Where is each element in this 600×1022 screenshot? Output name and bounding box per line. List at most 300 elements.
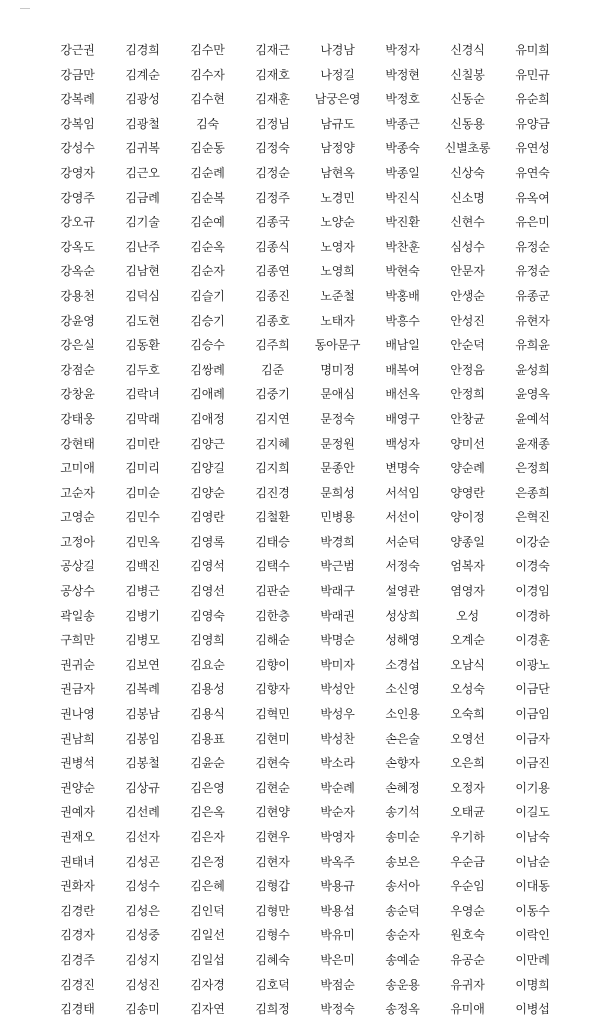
name-cell: 이길도 bbox=[515, 805, 550, 820]
name-cell: 유공순 bbox=[450, 952, 485, 967]
name-cell: 김봉임 bbox=[125, 731, 160, 746]
name-cell: 박용규 bbox=[320, 879, 355, 894]
name-cell: 노경민 bbox=[320, 190, 355, 205]
name-cell: 유민규 bbox=[515, 67, 550, 82]
name-cell: 나경남 bbox=[320, 43, 355, 57]
name-cell: 김은옥 bbox=[190, 805, 225, 820]
name-cell: 이금자 bbox=[515, 731, 550, 746]
name-cell: 윤재종 bbox=[515, 436, 550, 451]
name-cell: 이기용 bbox=[515, 780, 550, 795]
name-cell: 김막래 bbox=[125, 411, 160, 426]
name-cell: 윤예석 bbox=[515, 411, 550, 426]
name-cell: 김용식 bbox=[190, 707, 225, 722]
name-cell: 유종군 bbox=[515, 288, 550, 303]
name-cell: 김선자 bbox=[125, 830, 160, 844]
name-cell: 김은정 bbox=[190, 854, 225, 869]
name-cell: 고순자 bbox=[60, 485, 95, 500]
name-cell: 강오규 bbox=[60, 215, 95, 230]
name-cell: 이락인 bbox=[515, 928, 550, 943]
name-cell: 고영순 bbox=[60, 510, 95, 525]
name-cell: 박홍배 bbox=[385, 288, 420, 303]
name-cell: 오은희 bbox=[450, 756, 485, 771]
name-cell: 김영석 bbox=[190, 559, 225, 574]
name-cell: 김선례 bbox=[125, 805, 160, 820]
name-cell: 김귀복 bbox=[125, 141, 160, 156]
name-cell: 유연숙 bbox=[515, 165, 550, 180]
name-cell: 김은자 bbox=[190, 830, 225, 844]
name-cell: 김종식 bbox=[255, 239, 290, 254]
name-cell: 김영숙 bbox=[190, 608, 225, 623]
name-cell: 김종진 bbox=[255, 288, 290, 303]
name-cell: 권예자 bbox=[60, 805, 95, 820]
name-cell: 김미순 bbox=[125, 485, 160, 500]
name-cell: 이남순 bbox=[515, 854, 550, 869]
name-cell: 김정숙 bbox=[255, 141, 290, 156]
name-cell: 김현우 bbox=[255, 830, 290, 844]
corner-mark bbox=[20, 8, 30, 9]
name-cell: 은정희 bbox=[515, 461, 550, 476]
name-cell: 김형만 bbox=[255, 903, 290, 918]
name-cell: 권양순 bbox=[60, 780, 95, 795]
name-cell: 오정자 bbox=[450, 780, 485, 795]
name-cell: 문종안 bbox=[320, 461, 355, 476]
name-cell: 문정숙 bbox=[320, 411, 355, 426]
name-cell: 김락녀 bbox=[125, 387, 160, 402]
name-cell: 김숙 bbox=[196, 116, 219, 131]
name-cell: 엄복자 bbox=[450, 559, 485, 574]
name-cell: 유순희 bbox=[515, 92, 550, 107]
name-cell: 김영희 bbox=[190, 633, 225, 648]
name-cell: 박성찬 bbox=[320, 731, 355, 746]
name-cell: 김현숙 bbox=[255, 756, 290, 771]
name-cell: 오숙희 bbox=[450, 707, 485, 722]
name-cell: 김봉철 bbox=[125, 756, 160, 771]
name-cell: 김순자 bbox=[190, 264, 225, 279]
name-cell: 손향자 bbox=[385, 756, 420, 771]
name-cell: 김애례 bbox=[190, 387, 225, 402]
name-cell: 권나영 bbox=[60, 707, 95, 722]
name-cell: 김요순 bbox=[190, 657, 225, 672]
name-cell: 김은혜 bbox=[190, 879, 225, 894]
name-cell: 오태균 bbox=[450, 805, 485, 820]
name-cell: 김재근 bbox=[255, 43, 290, 57]
name-cell: 이금진 bbox=[515, 756, 550, 771]
name-cell: 김일선 bbox=[190, 928, 225, 943]
name-cell: 유귀자 bbox=[450, 977, 485, 992]
name-cell: 김향자 bbox=[255, 682, 290, 697]
name-cell: 박순례 bbox=[320, 780, 355, 795]
name-cell: 박종일 bbox=[385, 165, 420, 180]
name-cell: 김형수 bbox=[255, 928, 290, 943]
name-cell: 강은실 bbox=[60, 338, 95, 353]
name-cell: 송미순 bbox=[385, 830, 420, 844]
name-cell: 박근범 bbox=[320, 559, 355, 574]
name-cell: 양미선 bbox=[450, 436, 485, 451]
name-cell: 김병기 bbox=[125, 608, 160, 623]
name-cell: 김수현 bbox=[190, 92, 225, 107]
name-cell: 곽일송 bbox=[60, 608, 95, 623]
name-cell: 김두호 bbox=[125, 362, 160, 377]
name-cell: 김승기 bbox=[190, 313, 225, 328]
name-cell: 배선옥 bbox=[385, 387, 420, 402]
name-cell: 김성진 bbox=[125, 977, 160, 992]
name-cell: 김동환 bbox=[125, 338, 160, 353]
name-cell: 김주희 bbox=[255, 338, 290, 353]
name-cell: 박래권 bbox=[320, 608, 355, 623]
name-cell: 오성숙 bbox=[450, 682, 485, 697]
name-cell: 김근오 bbox=[125, 165, 160, 180]
name-cell: 김해순 bbox=[255, 633, 290, 648]
name-cell: 김희정 bbox=[255, 1002, 290, 1017]
name-cell: 김양길 bbox=[190, 461, 225, 476]
name-cell: 김호덕 bbox=[255, 977, 290, 992]
name-cell: 송보은 bbox=[385, 854, 420, 869]
name-cell: 송운용 bbox=[385, 977, 420, 992]
name-cell: 김지혜 bbox=[255, 436, 290, 451]
name-cell: 권귀순 bbox=[60, 657, 95, 672]
name-cell: 김정순 bbox=[255, 165, 290, 180]
name-cell: 김현자 bbox=[255, 854, 290, 869]
name-cell: 박종근 bbox=[385, 116, 420, 131]
name-cell: 이만례 bbox=[515, 952, 550, 967]
name-cell: 손은술 bbox=[385, 731, 420, 746]
name-cell: 유정순 bbox=[515, 264, 550, 279]
name-cell: 남규도 bbox=[320, 116, 355, 131]
name-cell: 유미애 bbox=[450, 1002, 485, 1017]
name-cell: 배영구 bbox=[385, 411, 420, 426]
name-cell: 김성중 bbox=[125, 928, 160, 943]
name-cell: 신칠봉 bbox=[450, 67, 485, 82]
name-cell: 김경주 bbox=[60, 952, 95, 967]
name-cell: 김한층 bbox=[255, 608, 290, 623]
name-cell: 은종희 bbox=[515, 485, 550, 500]
name-cell: 김병모 bbox=[125, 633, 160, 648]
name-cell: 노양순 bbox=[320, 215, 355, 230]
name-cell: 박래구 bbox=[320, 584, 355, 599]
name-cell: 김종호 bbox=[255, 313, 290, 328]
name-cell: 성상희 bbox=[385, 608, 420, 623]
name-cell: 남현옥 bbox=[320, 165, 355, 180]
name-cell: 노영자 bbox=[320, 239, 355, 254]
name-cell: 공상수 bbox=[60, 584, 95, 599]
name-cell: 김난주 bbox=[125, 239, 160, 254]
name-cell: 오영선 bbox=[450, 731, 485, 746]
name-cell: 이경숙 bbox=[515, 559, 550, 574]
name-cell: 김민수 bbox=[125, 510, 160, 525]
name-cell: 김병근 bbox=[125, 584, 160, 599]
name-cell: 김영록 bbox=[190, 534, 225, 549]
name-cell: 김경자 bbox=[60, 928, 95, 943]
name-cell: 김혁민 bbox=[255, 707, 290, 722]
name-cell: 양종일 bbox=[450, 534, 485, 549]
name-cell: 강창윤 bbox=[60, 387, 95, 402]
name-cell: 우순임 bbox=[450, 879, 485, 894]
name-cell: 김자연 bbox=[190, 1002, 225, 1017]
name-cell: 이금임 bbox=[515, 707, 550, 722]
name-cell: 권화자 bbox=[60, 879, 95, 894]
name-cell: 송서아 bbox=[385, 879, 420, 894]
name-cell: 김승수 bbox=[190, 338, 225, 353]
name-cell: 김슬기 bbox=[190, 288, 225, 303]
name-cell: 김금례 bbox=[125, 190, 160, 205]
name-cell: 유연성 bbox=[515, 141, 550, 156]
name-cell: 배남일 bbox=[385, 338, 420, 353]
name-cell: 김민옥 bbox=[125, 534, 160, 549]
name-cell: 강옥순 bbox=[60, 264, 95, 279]
name-cell: 심성수 bbox=[450, 239, 485, 254]
name-cell: 강영자 bbox=[60, 165, 95, 180]
name-cell: 유옥여 bbox=[515, 190, 550, 205]
name-cell: 이동수 bbox=[515, 903, 550, 918]
name-cell: 권금자 bbox=[60, 682, 95, 697]
name-cell: 공상길 bbox=[60, 559, 95, 574]
name-cell: 박정호 bbox=[385, 92, 420, 107]
name-cell: 서순덕 bbox=[385, 534, 420, 549]
name-cell: 양순례 bbox=[450, 461, 485, 476]
name-cell: 송기석 bbox=[385, 805, 420, 820]
name-cell: 김복례 bbox=[125, 682, 160, 697]
name-cell: 유미희 bbox=[515, 43, 550, 57]
name-cell: 김진경 bbox=[255, 485, 290, 500]
name-cell: 유희윤 bbox=[515, 338, 550, 353]
name-cell: 안문자 bbox=[450, 264, 485, 279]
name-cell: 김은영 bbox=[190, 780, 225, 795]
name-cell: 김영선 bbox=[190, 584, 225, 599]
name-cell: 문희성 bbox=[320, 485, 355, 500]
name-cell: 박순자 bbox=[320, 805, 355, 820]
name-cell: 이금단 bbox=[515, 682, 550, 697]
name-cell: 은혁진 bbox=[515, 510, 550, 525]
name-cell: 유현자 bbox=[515, 313, 550, 328]
name-cell: 김백진 bbox=[125, 559, 160, 574]
name-cell: 강옥도 bbox=[60, 239, 95, 254]
name-cell: 박정숙 bbox=[320, 1002, 355, 1017]
name-cell: 안성진 bbox=[450, 313, 485, 328]
name-cell: 노영희 bbox=[320, 264, 355, 279]
name-cell: 이대동 bbox=[515, 879, 550, 894]
name-cell: 김광성 bbox=[125, 92, 160, 107]
name-cell: 노준철 bbox=[320, 288, 355, 303]
name-cell: 김종국 bbox=[255, 215, 290, 230]
name-cell: 서석임 bbox=[385, 485, 420, 500]
name-cell: 신현수 bbox=[450, 215, 485, 230]
name-cell: 김남현 bbox=[125, 264, 160, 279]
name-cell: 김용성 bbox=[190, 682, 225, 697]
name-cell: 김수만 bbox=[190, 43, 225, 57]
name-cell: 김성수 bbox=[125, 879, 160, 894]
name-cell: 오남식 bbox=[450, 657, 485, 672]
name-cell: 김윤순 bbox=[190, 756, 225, 771]
name-cell: 김보연 bbox=[125, 657, 160, 672]
name-cell: 성해영 bbox=[385, 633, 420, 648]
name-cell: 신동용 bbox=[450, 116, 485, 131]
name-cell: 오계순 bbox=[450, 633, 485, 648]
name-cell: 유양금 bbox=[515, 116, 550, 131]
name-cell: 박옥주 bbox=[320, 854, 355, 869]
name-cell: 김준 bbox=[261, 362, 284, 377]
name-cell: 김미리 bbox=[125, 461, 160, 476]
name-cell: 김순동 bbox=[190, 141, 225, 156]
name-cell: 우순금 bbox=[450, 854, 485, 869]
name-cell: 신별초롱 bbox=[444, 141, 491, 156]
name-cell: 김순례 bbox=[190, 165, 225, 180]
name-cell: 송순덕 bbox=[385, 903, 420, 918]
name-cell: 강현태 bbox=[60, 436, 95, 451]
name-cell: 김경희 bbox=[125, 43, 160, 57]
name-cell: 김일섭 bbox=[190, 952, 225, 967]
name-cell: 이명희 bbox=[515, 977, 550, 992]
name-cell: 강점순 bbox=[60, 362, 95, 377]
name-cell: 김정님 bbox=[255, 116, 290, 131]
name-cell: 박미자 bbox=[320, 657, 355, 672]
name-cell: 노태자 bbox=[320, 313, 355, 328]
name-cell: 박진식 bbox=[385, 190, 420, 205]
name-cell: 소신영 bbox=[385, 682, 420, 697]
name-cell: 박용섭 bbox=[320, 903, 355, 918]
name-cell: 서정숙 bbox=[385, 559, 420, 574]
name-cell: 강용천 bbox=[60, 288, 95, 303]
name-cell: 김경진 bbox=[60, 977, 95, 992]
name-cell: 김순예 bbox=[190, 215, 225, 230]
name-cell: 박정자 bbox=[385, 43, 420, 57]
name-cell: 김애정 bbox=[190, 411, 225, 426]
name-cell: 신상숙 bbox=[450, 165, 485, 180]
name-cell: 명미정 bbox=[320, 362, 355, 377]
name-cell: 권재오 bbox=[60, 830, 95, 844]
name-cell: 김경란 bbox=[60, 903, 95, 918]
name-cell: 김지희 bbox=[255, 461, 290, 476]
name-cell: 강태웅 bbox=[60, 411, 95, 426]
name-cell: 안창균 bbox=[450, 411, 485, 426]
name-cell: 박유미 bbox=[320, 928, 355, 943]
name-cell: 김자경 bbox=[190, 977, 225, 992]
name-cell: 남궁은영 bbox=[314, 92, 361, 107]
name-cell: 이남숙 bbox=[515, 830, 550, 844]
name-cell: 김중기 bbox=[255, 387, 290, 402]
name-cell: 김순옥 bbox=[190, 239, 225, 254]
name-cell: 우영순 bbox=[450, 903, 485, 918]
name-cell: 김양근 bbox=[190, 436, 225, 451]
name-cell: 김경태 bbox=[60, 1002, 95, 1017]
name-cell: 백성자 bbox=[385, 436, 420, 451]
name-cell: 김봉남 bbox=[125, 707, 160, 722]
name-cell: 김태승 bbox=[255, 534, 290, 549]
name-cell: 양이정 bbox=[450, 510, 485, 525]
name-cell: 김재호 bbox=[255, 67, 290, 82]
name-cell: 김형갑 bbox=[255, 879, 290, 894]
name-cell: 강복례 bbox=[60, 92, 95, 107]
name-cell: 강복임 bbox=[60, 116, 95, 131]
name-cell: 우기하 bbox=[450, 830, 485, 844]
name-cell: 박은미 bbox=[320, 952, 355, 967]
name-cell: 원호숙 bbox=[450, 928, 485, 943]
name-cell: 송예순 bbox=[385, 952, 420, 967]
name-cell: 김지연 bbox=[255, 411, 290, 426]
name-cell: 김덕심 bbox=[125, 288, 160, 303]
name-cell: 김미란 bbox=[125, 436, 160, 451]
name-cell: 김도현 bbox=[125, 313, 160, 328]
name-cell: 김양순 bbox=[190, 485, 225, 500]
name-cell: 박찬훈 bbox=[385, 239, 420, 254]
name-cell: 강윤영 bbox=[60, 313, 95, 328]
name-cell: 김정주 bbox=[255, 190, 290, 205]
name-cell: 김현순 bbox=[255, 780, 290, 795]
name-cell: 김현양 bbox=[255, 805, 290, 820]
name-cell: 문정원 bbox=[320, 436, 355, 451]
name-cell: 박진환 bbox=[385, 215, 420, 230]
name-cell: 소경섭 bbox=[385, 657, 420, 672]
name-cell: 박소라 bbox=[320, 756, 355, 771]
name-cell: 오성 bbox=[456, 608, 479, 623]
name-cell: 권태녀 bbox=[60, 854, 95, 869]
name-cell: 이강순 bbox=[515, 534, 550, 549]
name-cell: 안순덕 bbox=[450, 338, 485, 353]
name-cell: 김성곤 bbox=[125, 854, 160, 869]
name-cell: 박종숙 bbox=[385, 141, 420, 156]
name-cell: 김혜숙 bbox=[255, 952, 290, 967]
name-cell: 김수자 bbox=[190, 67, 225, 82]
name-cell: 김현미 bbox=[255, 731, 290, 746]
name-cell: 구희만 bbox=[60, 633, 95, 648]
name-cell: 강금만 bbox=[60, 67, 95, 82]
name-cell: 송순자 bbox=[385, 928, 420, 943]
name-cell: 김성은 bbox=[125, 903, 160, 918]
name-cell: 김택수 bbox=[255, 559, 290, 574]
name-cell: 권남희 bbox=[60, 731, 95, 746]
name-cell: 박점순 bbox=[320, 977, 355, 992]
name-cell: 박경희 bbox=[320, 534, 355, 549]
name-grid bbox=[45, 38, 565, 1022]
name-cell: 이경임 bbox=[515, 584, 550, 599]
name-cell: 김기술 bbox=[125, 215, 160, 230]
name-cell: 김광철 bbox=[125, 116, 160, 131]
name-cell: 이병섭 bbox=[515, 1002, 550, 1017]
name-cell: 고미애 bbox=[60, 461, 95, 476]
name-cell: 김종연 bbox=[255, 264, 290, 279]
name-cell: 나정길 bbox=[320, 67, 355, 82]
name-cell: 김철환 bbox=[255, 510, 290, 525]
name-cell: 박성안 bbox=[320, 682, 355, 697]
name-cell: 신소명 bbox=[450, 190, 485, 205]
name-cell: 이광노 bbox=[515, 657, 550, 672]
name-cell: 이경훈 bbox=[515, 633, 550, 648]
name-cell: 유정순 bbox=[515, 239, 550, 254]
name-cell: 서선이 bbox=[385, 510, 420, 525]
name-cell: 박흥수 bbox=[385, 313, 420, 328]
name-cell: 박정현 bbox=[385, 67, 420, 82]
name-cell: 송정옥 bbox=[385, 1002, 420, 1017]
name-cell: 안생순 bbox=[450, 288, 485, 303]
name-cell: 설영관 bbox=[385, 584, 420, 599]
name-cell: 윤성희 bbox=[515, 362, 550, 377]
name-cell: 양영란 bbox=[450, 485, 485, 500]
name-cell: 박영자 bbox=[320, 830, 355, 844]
name-cell: 박명순 bbox=[320, 633, 355, 648]
name-cell: 신경식 bbox=[450, 43, 485, 57]
name-cell: 동아문구 bbox=[314, 338, 361, 353]
name-cell: 안정희 bbox=[450, 387, 485, 402]
name-cell: 김재훈 bbox=[255, 92, 290, 107]
name-cell: 이경하 bbox=[515, 608, 550, 623]
name-cell: 박성우 bbox=[320, 707, 355, 722]
name-cell: 문애심 bbox=[320, 387, 355, 402]
name-cell: 손혜정 bbox=[385, 780, 420, 795]
name-cell: 김쌍례 bbox=[190, 362, 225, 377]
name-cell: 김송미 bbox=[125, 1002, 160, 1017]
name-cell: 고정아 bbox=[60, 534, 95, 549]
name-cell: 강성수 bbox=[60, 141, 95, 156]
name-cell: 김영란 bbox=[190, 510, 225, 525]
